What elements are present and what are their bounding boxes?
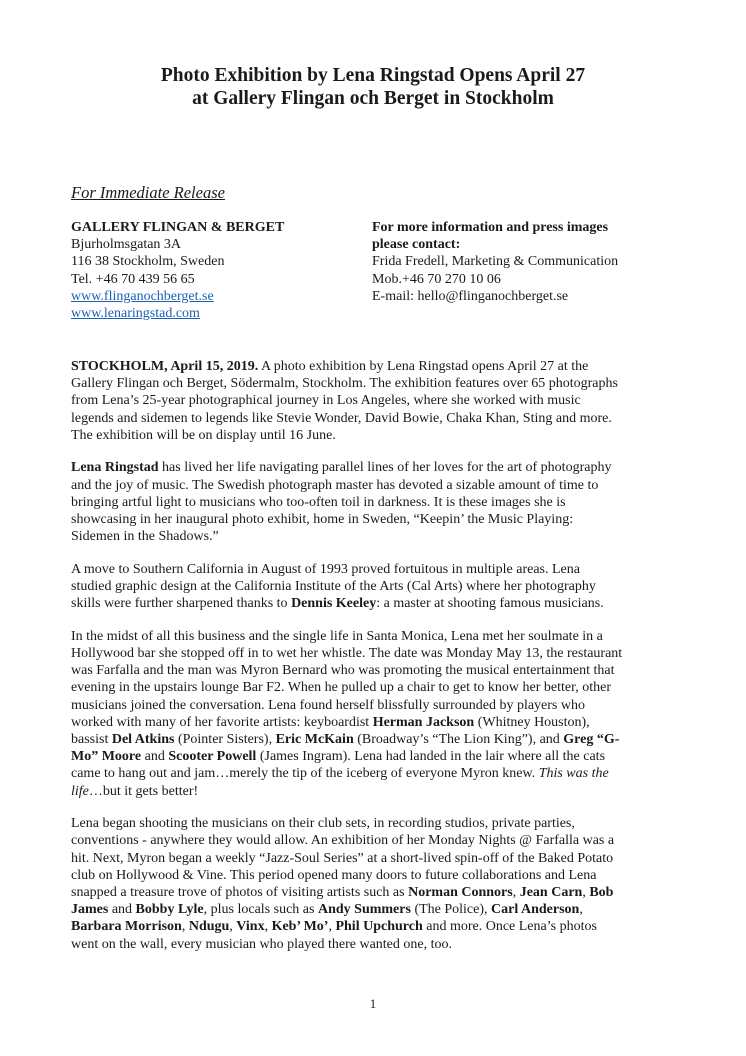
text-line [71,578,679,595]
page-number: 1 [369,996,377,1011]
text-run: (James Ingram). Lena had landed in the lair where all the cats [256,749,606,765]
gallery-tel: Tel. +46 70 439 56 65 [71,271,195,287]
text-run: Hollywood bar she stopped off in to wet her whistle. The date was Monday May 13, the restaurant [71,646,623,662]
bold-text: Lena Ringstad [71,460,159,476]
text-run: , plus locals such as [203,902,318,918]
artist-website-link[interactable]: www.lenaringstad.com [71,306,200,322]
page-title [60,64,686,110]
text-run: conventions - anywhere they would allow. An exhibition of her Monday Nights @ Farfalla was a [71,833,615,849]
text-line [71,748,679,765]
text-run: and [141,749,169,765]
text-line [71,936,679,953]
bold-text: Phil Upchurch [335,919,423,935]
press-contact-mobile: Mob.+46 70 270 10 06 [372,271,501,287]
gallery-city: 116 38 Stockholm, Sweden [71,254,225,270]
text-run: , [512,885,520,901]
text-run: (Broadway’s “The Lion King”), and [353,732,564,748]
text-run: (Whitney Houston), [474,714,590,730]
text-run: : a master at shooting famous musicians. [376,596,604,612]
bold-text: Scooter Powell [168,749,257,765]
text-line [71,850,679,867]
text-run: A move to Southern California in August of 1993 proved fortuitous in multiple areas. Lena [71,561,580,577]
text-line [71,477,679,494]
text-run: Lena began shooting the musicians on their club sets, in recording studios, private parties, [71,816,575,832]
text-run: bringing artful light to musicians who too-often toil in darkness. It is these images she is [71,494,566,510]
text-line [71,679,679,696]
text-run: skills were further sharpened thanks to [71,596,292,612]
text-run: showcasing in her inaugural photo exhibit, home in Sweden, “Keepin’ the Music Playing: [71,512,574,528]
text-run: came to hang out and jam…merely the tip of the iceberg of everyone Myron knew. [71,766,539,782]
text-run: club on Hollywood & Vine. This period opened many doors to future collaborations and Lena [71,867,597,883]
text-run: A photo exhibition by Lena Ringstad opens April 27 at the [258,359,589,374]
text-run: hit. Next, Myron began a weekly “Jazz-Soul Series” at a short-lived spin-off of the Baked Potato [71,850,614,866]
bold-text: Dennis Keeley [291,596,377,612]
bold-text: Jean Carn [519,885,583,901]
bold-text: Herman Jackson [372,714,475,730]
text-line [71,494,679,511]
text-run: Sidemen in the Shadows.” [71,529,219,545]
text-line [71,918,679,935]
text-line [71,459,679,476]
bold-text: Bobby Lyle [135,902,204,918]
press-heading-line-2: please contact: [372,237,461,253]
gallery-name: GALLERY FLINGAN & BERGET [71,220,285,235]
bold-text: Ndugu [188,919,230,935]
bold-text: James [71,902,109,918]
text-run: worked with many of her favorite artists: keyboardist [71,714,373,730]
text-run: …but it gets better! [88,783,199,799]
title-line-1: Photo Exhibition by Lena Ringstad Opens April 27 [160,65,586,86]
text-run: bassist [71,732,112,748]
body-paragraph [71,628,679,800]
bold-text: Greg “G- [563,732,620,748]
text-run: Gallery Flingan och Berget, Södermalm, Stockholm. The exhibition features over 65 photographs [71,376,618,392]
release-notice: For Immediate Release [71,183,225,202]
text-line [71,832,679,849]
text-run: musicians joined the conversation. Lena found herself blissfully surrounded by players who [71,697,585,713]
bold-text: Eric McKain [275,732,354,748]
body-paragraph [71,358,679,444]
text-line [71,783,679,800]
text-run: and [108,902,136,918]
body-paragraph [71,561,679,613]
text-run: studied graphic design at the California Institute of the Arts (Cal Arts) where her photography [71,579,596,595]
press-contact-name: Frida Fredell, Marketing & Communication [372,254,619,270]
text-line [71,645,679,662]
text-line [71,662,679,679]
text-line [71,595,679,612]
text-line [71,714,679,731]
bold-text: Barbara Morrison [71,919,182,935]
bold-text: Bob [589,885,614,901]
text-line [71,697,679,714]
text-line [71,358,679,375]
text-run: , [181,919,189,935]
italic-text: life [71,783,89,799]
bold-text: Del Atkins [111,732,175,748]
text-run: and the joy of music. The Swedish photograph master has devoted a sizable amount of time to [71,477,599,493]
text-line [71,410,679,427]
press-contact-email: E-mail: hello@flinganochberget.se [372,288,569,304]
body-paragraph [71,459,679,545]
body-paragraph [71,815,679,953]
text-line [71,815,679,832]
text-run: , [579,902,583,918]
text-run: legends and sidemen to legends like Stevie Wonder, David Bowie, Chaka Khan, Sting and more. [71,410,612,426]
text-line [71,427,679,444]
bold-text: Andy Summers [317,902,411,918]
text-line [71,765,679,782]
text-run: evening in the upstairs lounge Bar F2. When he pulled up a chair to get to know her better, other [71,680,611,696]
text-run: The exhibition will be on display until 16 June. [71,427,336,443]
bold-text: Norman Connors [408,885,513,901]
text-line [71,901,679,918]
press-release-body [71,358,679,968]
text-run: In the midst of all this business and the single life in Santa Monica, Lena met her soulmate in a [71,628,603,644]
title-line-2: at Gallery Flingan och Berget in Stockholm [192,88,554,109]
text-run: , [229,919,237,935]
text-line [71,867,679,884]
bold-text: STOCKHOLM, April 15, 2019. [71,359,259,374]
bold-text: Carl Anderson [491,902,580,918]
text-run: from Lena’s 25-year photographical journey in Los Angeles, where she worked with music [71,393,581,409]
text-run: and more. Once Lena’s photos [422,919,597,935]
text-line [71,628,679,645]
text-run: snapped a treasure trove of photos of visiting artists such as [71,885,409,901]
press-heading-line-1: For more information and press images [372,220,609,235]
text-line [71,528,679,545]
text-run: was Farfalla and the man was Myron Bernard who was promoting the musical entertainment that [71,663,615,679]
gallery-contact-block [71,219,351,322]
text-line [71,392,679,409]
gallery-website-link[interactable]: www.flinganochberget.se [71,288,214,304]
press-contact-block [372,219,672,305]
bold-text: Mo” Moore [71,749,142,765]
text-line [71,375,679,392]
bold-text: Vinx [236,919,265,935]
text-run: , [264,919,272,935]
text-run: (Pointer Sisters), [174,732,276,748]
text-run: has lived her life navigating parallel lines of her loves for the art of photography [158,460,612,476]
text-line [71,884,679,901]
text-line [71,511,679,528]
text-run: , [328,919,336,935]
gallery-street: Bjurholmsgatan 3A [71,237,182,253]
text-line [71,561,679,578]
text-line [71,731,679,748]
text-run: , [582,885,590,901]
bold-text: Keb’ Mo’ [271,919,329,935]
italic-text: This was the [538,766,609,782]
text-run: (The Police), [410,902,492,918]
text-run: went on the wall, every musician who played there wanted one, too. [71,936,452,952]
